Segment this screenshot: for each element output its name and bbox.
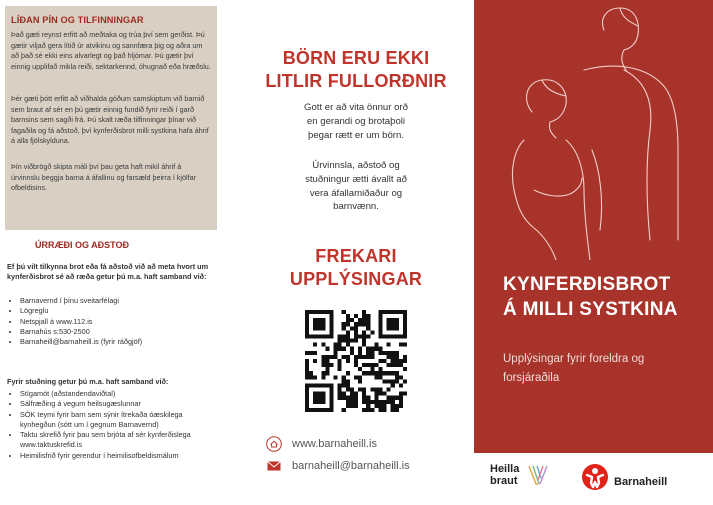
resources-intro-report: Ef þú vilt tilkynna brot eða fá aðstoð við að meta hvort um kynferðisbrot sé að ræða getur þú m.a. haft samband við: <box>7 262 209 282</box>
feelings-paragraph-2: Þér gæti þótt erfitt að viðhalda góðum samskiptum við barnið sem braut af sér en þú gætir einnig fundið fyrir reiði í garð barnsins sem sagði frá. Þú skalt ræða tilfinningar þínar við fagaðila og fá aðstoð, því kynferðisbrot milli systkina hafa áhrif á alla fjölskylduna. <box>11 94 209 146</box>
children-heading-line-2: LITLIR FULLORÐNIR <box>265 71 447 91</box>
barnaheill-logo-text: Barnaheill <box>614 476 668 488</box>
rainbow-chevrons-icon <box>527 464 549 488</box>
resources-intro-support: Fyrir stuðning getur þú m.a. haft samband við: <box>7 377 169 386</box>
feelings-box <box>5 6 217 230</box>
list-item: • Barnaheill@barnaheill.is (fyrir ráðgjöf) <box>20 337 220 347</box>
title-line: Á MILLI SYSTKINA <box>503 299 678 320</box>
email-text: barnaheill@barnaheill.is <box>292 460 410 472</box>
middle-panel <box>240 0 472 505</box>
home-icon <box>266 436 282 452</box>
list-item: • SÓK teymi fyrir barn sem sýnir ítrekaða óæskilega kynhegðun (sótt um í gegnum Barnavernd) <box>20 410 220 431</box>
siblings-illustration <box>474 0 713 260</box>
cover-background <box>474 0 713 453</box>
logo-text: Heilla <box>490 463 520 475</box>
more-info-heading-line-2: UPPLÝSINGAR <box>289 269 423 289</box>
subtitle-line: Upplýsingar fyrir foreldra og <box>503 353 645 365</box>
feelings-heading: LÍÐAN PÍN OG TILFINNINGAR <box>11 15 144 25</box>
left-panel <box>0 0 230 505</box>
cover-subtitle <box>503 350 703 388</box>
barnaheill-logo-icon <box>581 463 609 491</box>
resources-heading: ÚRRÆÐI OG AÐSTOÐ <box>35 240 130 250</box>
list-item: • Heimilisfrið fyrir gerendur í heimilisofbeldismálum <box>20 451 220 461</box>
cover-title <box>503 272 678 322</box>
list-item: • Barnahús s:530-2500 <box>20 327 220 337</box>
heillabraut-logo <box>490 464 519 487</box>
children-heading-line-1: BÖRN ERU EKKI <box>282 48 430 68</box>
list-item: • Lögreglu <box>20 306 220 316</box>
paragraph-line: Úrvinnsla, aðstoð og <box>312 160 400 171</box>
paragraph-line: Gott er að vita önnur orð <box>304 102 408 113</box>
list-item: • Barnavernd í þínu sveitarfélagi <box>20 296 220 306</box>
logo-text: braut <box>490 474 518 487</box>
website-link[interactable] <box>266 436 377 452</box>
list-item: • Sálfræðing á vegum heilsugæslunnar <box>20 399 220 409</box>
feelings-paragraph-1: Það gæti reynst erfitt að meðtaka og trúa því sem gerðist. Þú gætir viljað gera lítið úr atvikinu og sannfæra þig og aðra um að það sé ekki eins alvarlegt og það hljómar. Þú gætir því einnig upplifað mikla reiði, sektarkennd, óhugnað eða hræðslu. <box>11 30 211 71</box>
mail-icon <box>266 458 282 474</box>
title-line: KYNFERÐISBROT <box>503 274 671 295</box>
more-info-heading-line-1: FREKARI <box>315 246 397 266</box>
subtitle-line: forsjáraðila <box>503 372 560 384</box>
paragraph-line: stuðningur ætti ávallt að <box>305 173 407 185</box>
report-contacts-list <box>7 296 220 347</box>
paragraph-line: barnvænn. <box>333 201 379 213</box>
paragraph-line: en gerandi og brotaþoli <box>306 115 406 127</box>
list-item: • Netspjall á www.112.is <box>20 317 220 327</box>
email-link[interactable] <box>266 458 410 474</box>
terminology-paragraph <box>260 101 452 142</box>
feelings-paragraph-3: Þín viðbrögð skipta máli því þau geta haft mikil áhrif á úrvinnslu beggja barna á áfallinu og farsæld þeirra í kjölfar ofbeldisins. <box>11 162 196 193</box>
qr-code[interactable] <box>305 310 407 412</box>
support-contacts-list <box>7 389 220 461</box>
cover-panel <box>474 0 713 505</box>
website-text: www.barnaheill.is <box>292 438 377 450</box>
support-paragraph <box>260 159 452 214</box>
list-item: • Stígamót (aðstandendaviðtal) <box>20 389 220 399</box>
paragraph-line: vera áfallamiðaður og <box>309 187 403 199</box>
paragraph-line: þegar rætt er um börn. <box>308 129 404 141</box>
list-item: • Taktu skrefið fyrir þau sem brjóta af sér kynferðislega www.taktuskrefid.is <box>20 430 220 451</box>
